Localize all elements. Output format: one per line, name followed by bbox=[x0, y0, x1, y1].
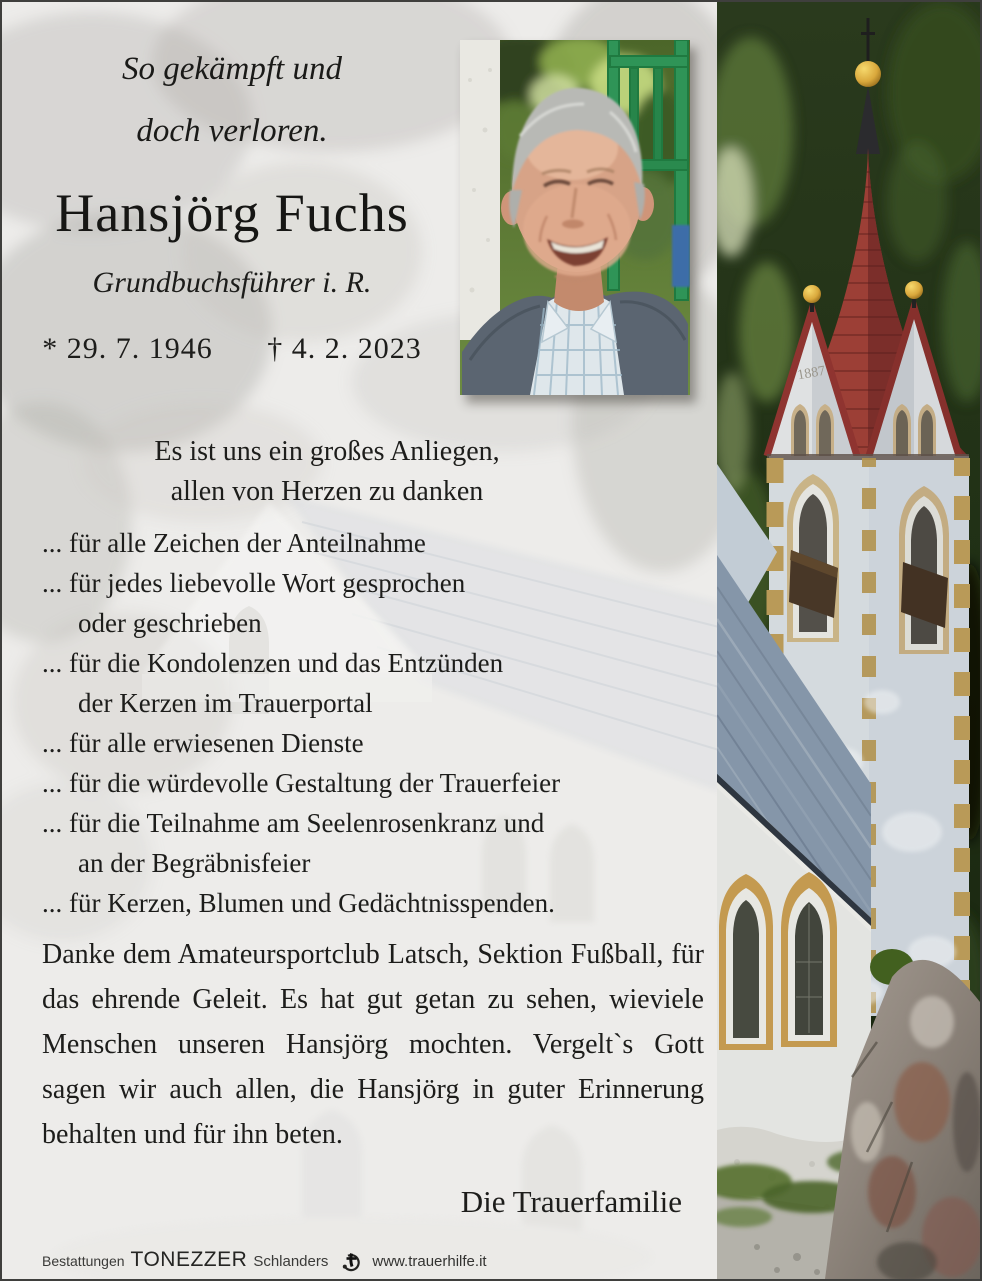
footer-label: Bestattungen bbox=[42, 1253, 125, 1269]
quote-line2: doch verloren. bbox=[136, 113, 328, 149]
birth-date: * 29. 7. 1946 bbox=[42, 332, 213, 365]
thanks-item: ... für jedes liebevolle Wort gesprochen oder geschrieben bbox=[42, 568, 466, 638]
gold-finial-ball bbox=[803, 285, 821, 303]
intro-line1: Es ist uns ein großes Anliegen, bbox=[154, 436, 500, 467]
intro-line2: allen von Herzen zu danken bbox=[170, 476, 484, 507]
deceased-name: Hansjörg Fuchs bbox=[55, 183, 409, 243]
signature: Die Trauerfamilie bbox=[460, 1184, 682, 1219]
portrait-photo bbox=[460, 40, 690, 395]
thanks-item: ... für alle Zeichen der Anteilnahme bbox=[42, 528, 426, 558]
intro-text bbox=[2, 432, 652, 512]
thanks-item: ... für die Kondolenzen und das Entzünden der Kerzen im Trauerportal bbox=[42, 648, 504, 718]
thanks-item: ... für alle erwiesenen Dienste bbox=[42, 728, 364, 758]
life-dates bbox=[2, 332, 462, 366]
gold-finial-ball bbox=[905, 281, 923, 299]
thanks-item: ... für die würdevolle Gestaltung der Trauerfeier bbox=[42, 768, 561, 798]
quote bbox=[2, 38, 462, 162]
church-photo bbox=[717, 2, 980, 1279]
thanks-list bbox=[42, 523, 712, 923]
footer-brand: TONEZZER bbox=[130, 1248, 248, 1271]
blue-object bbox=[672, 225, 690, 287]
gold-finial-ball bbox=[855, 61, 881, 87]
thanks-message: Danke dem Amateursportclub Latsch, Sektion Fußball, für das ehrende Geleit. Es hat gut getan zu sehen, wieviele Menschen unseren Hansjörg mochten. Vergelt`s Gott sagen wir auch allen, die Hansjörg in guter Erinnerung behalten und für ihn beten. bbox=[42, 939, 704, 1150]
thanks-item: ... für die Teilnahme am Seelenrosenkranz und an der Begräbnisfeier bbox=[42, 808, 545, 878]
stucco-wall bbox=[460, 40, 500, 340]
quote-line1: So gekämpft und bbox=[122, 51, 342, 87]
footer-location: Schlanders bbox=[253, 1253, 329, 1270]
svg-text:1887: 1887 bbox=[796, 363, 827, 384]
death-date: † 4. 2. 2023 bbox=[267, 332, 422, 365]
funeral-home-footer bbox=[42, 1248, 487, 1275]
deceased-title: Grundbuchsführer i. R. bbox=[92, 266, 372, 299]
trauerhilfe-cross-logo-icon bbox=[340, 1251, 362, 1278]
footer-website: www.trauerhilfe.it bbox=[372, 1253, 487, 1270]
thanks-item: ... für Kerzen, Blumen und Gedächtnisspenden. bbox=[42, 888, 555, 918]
